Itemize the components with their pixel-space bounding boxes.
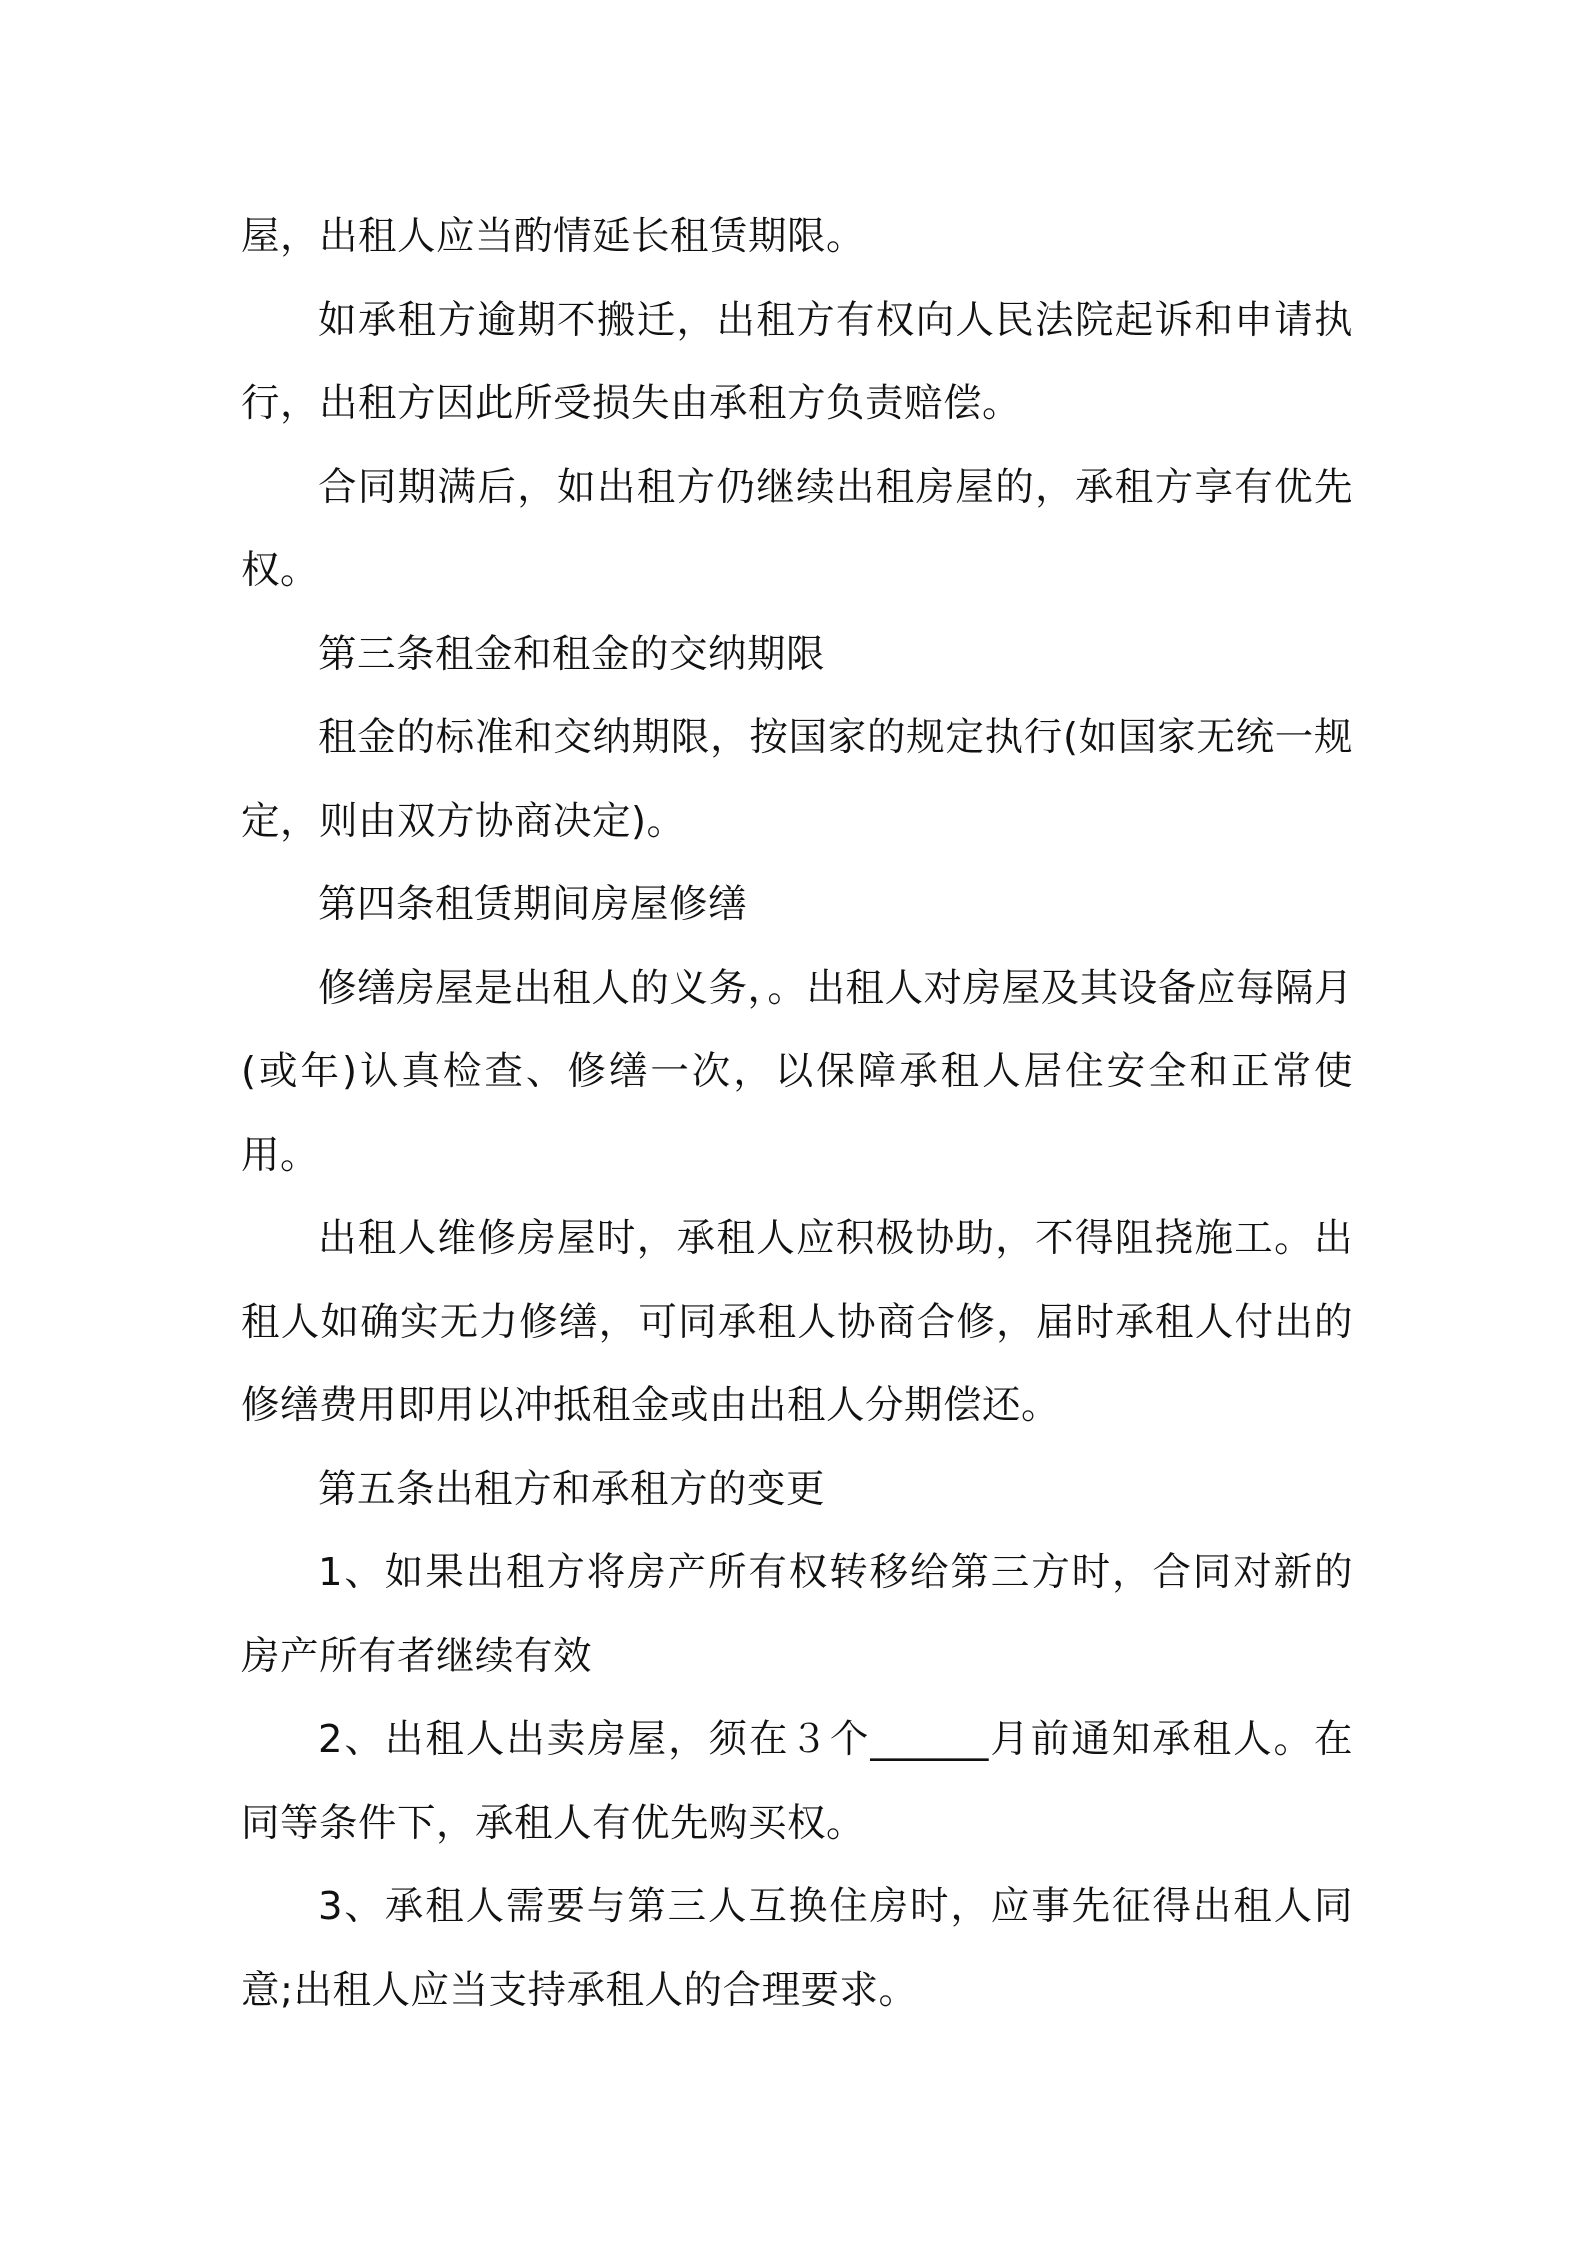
list-item: 1、如果出租方将房产所有权转移给第三方时，合同对新的房产所有者继续有效	[241, 1550, 1353, 1679]
document-body	[241, 195, 1353, 2032]
list-item: 3、承租人需要与第三人互换住房时，应事先征得出租人同意;出租人应当支持承租人的合理要求。	[241, 1884, 1353, 2013]
list-item: 2、出租人出卖房屋，须在３个______月前通知承租人。在同等条件下，承租人有优先购买权。	[241, 1717, 1353, 1846]
paragraph: 合同期满后，如出租方仍继续出租房屋的，承租方享有优先权。	[241, 464, 1353, 593]
paragraph: 修缮房屋是出租人的义务，。出租人对房屋及其设备应每隔月(或年)认真检查、修缮一次，以保障承租人居住安全和正常使用。	[241, 965, 1353, 1178]
section-heading: 第五条出租方和承租方的变更	[318, 1466, 826, 1512]
paragraph: 屋，出租人应当酌情延长租赁期限。	[241, 214, 866, 259]
section-heading: 第三条租金和租金的交纳期限	[318, 631, 826, 677]
paragraph: 租金的标准和交纳期限，按国家的规定执行(如国家无统一规定，则由双方协商决定)。	[241, 715, 1353, 844]
section-heading: 第四条租赁期间房屋修缮	[318, 882, 748, 927]
paragraph: 出租人维修房屋时，承租人应积极协助，不得阻挠施工。出租人如确实无力修缮，可同承租人协商合修，届时承租人付出的修缮费用即用以冲抵租金或由出租人分期偿还。	[241, 1216, 1353, 1428]
paragraph: 如承租方逾期不搬迁，出租方有权向人民法院起诉和申请执行，出租方因此所受损失由承租方负责赔偿。	[241, 297, 1353, 426]
